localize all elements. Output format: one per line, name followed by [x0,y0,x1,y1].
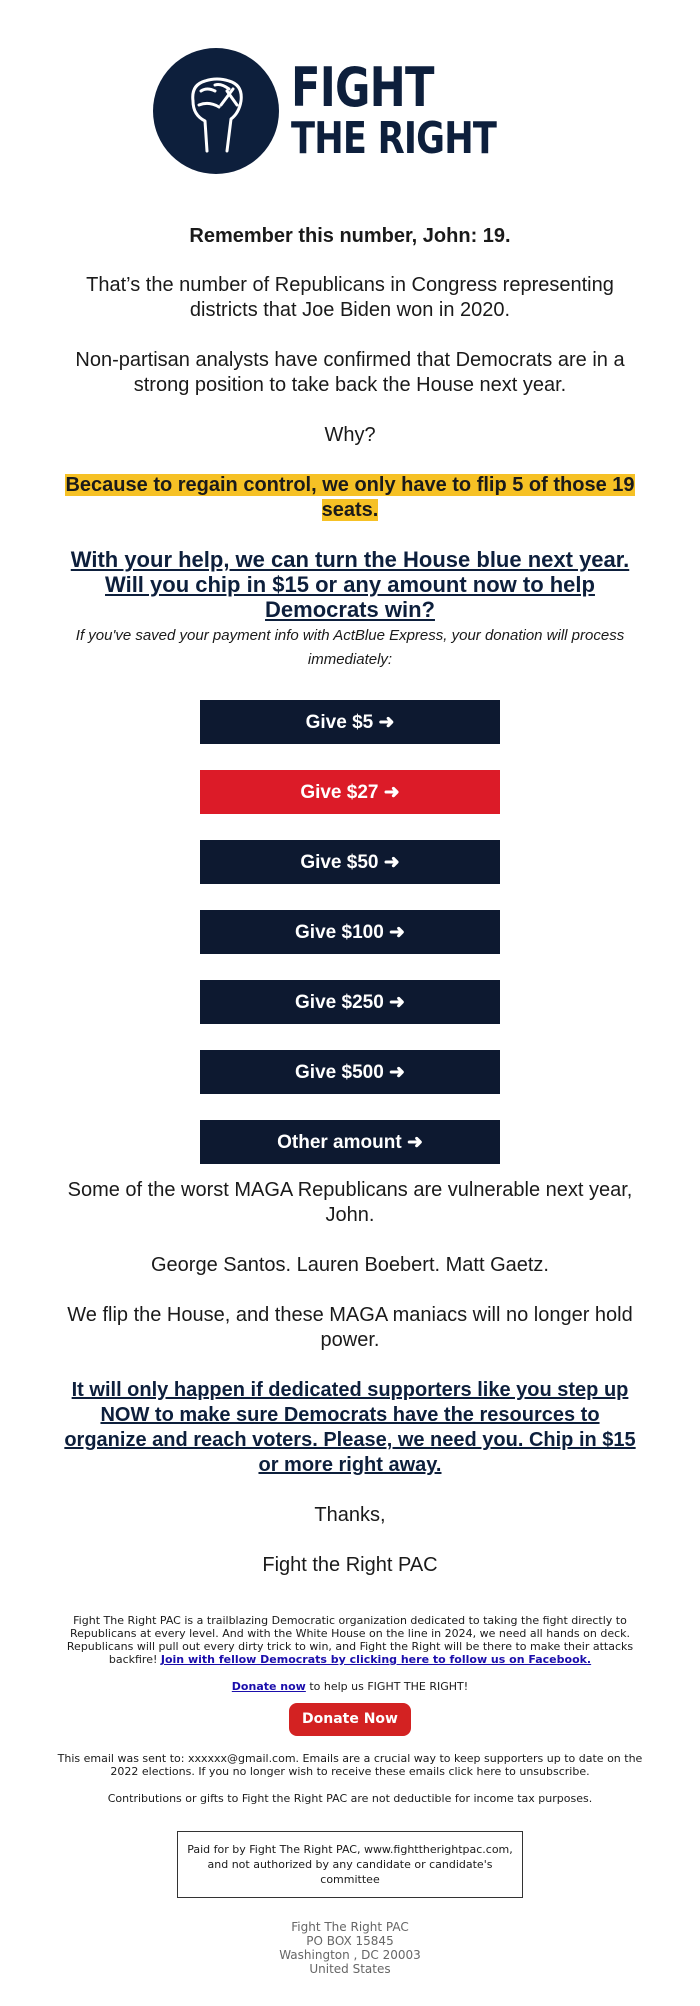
fist-icon [153,48,279,174]
paragraph-4: Some of the worst MAGA Republicans are vulnerable next year, John. [67,1179,633,1226]
footer-about [54,1614,646,1666]
paragraph-why: Why? [324,424,376,446]
donate-now-button[interactable]: Donate Now [289,1703,411,1736]
address-line-4: United States [309,1962,391,1976]
highlight-span: Because to regain control, we only have to flip 5 of those 19 seats. [65,474,635,521]
facebook-link[interactable]: Join with fellow Democrats by clicking here to follow us on Facebook. [160,1653,592,1666]
give-27-button[interactable]: Give $27 ➜ [200,770,500,814]
paragraph-5: George Santos. Lauren Boebert. Matt Gaetz. [150,1254,549,1276]
donate-now-link[interactable]: Donate now [231,1680,306,1693]
address-line-1: Fight The Right PAC [291,1920,409,1934]
footer [0,1614,700,1976]
signature: Fight the Right PAC [262,1554,438,1576]
logo-line-1: FIGHT [290,56,434,119]
cta-link-1[interactable]: With your help, we can turn the House blue next year. Will you chip in $15 or any amount now to help Democrats win? [70,547,630,622]
give-250-button[interactable]: Give $250 ➜ [200,980,500,1024]
footer-about-text: Fight The Right PAC is a trailblazing Democratic organization dedicated to taking the fight directly to Republicans at every level. And with the White House on the line in 2024, we need all hands on deck. Republicans will pull out every dirty trick to win, and Fight the Right will be there to make their attacks backfire! [66,1614,634,1666]
secondary-content [0,1178,700,1578]
other-amount-button[interactable]: Other amount ➜ [200,1120,500,1164]
address-line-2: PO BOX 15845 [306,1934,394,1948]
cta-link-2[interactable]: It will only happen if dedicated supporters like you step up NOW to make sure Democrats have the resources to organize and reach voters. Please, we need you. Chip in $15 or more right away. [64,1379,636,1476]
paid-for-box: Paid for by Fight The Right PAC, www.fighttherightpac.com, and not authorized by any candidate or candidate's committee [177,1831,523,1898]
actblue-note: If you've saved your payment info with ActBlue Express, your donation will process immediately: [75,627,625,668]
give-100-button[interactable]: Give $100 ➜ [200,910,500,954]
logo [0,0,700,174]
paragraph-1: That’s the number of Republicans in Congress representing districts that Joe Biden won in 2020. [86,274,614,321]
thanks: Thanks, [314,1504,386,1526]
give-500-button[interactable]: Give $500 ➜ [200,1050,500,1094]
logo-line-2: THE RIGHT [290,113,496,164]
give-5-button[interactable]: Give $5 ➜ [200,700,500,744]
logo-group[interactable] [153,48,547,174]
mailing-address [54,1920,646,1976]
highlight-text [60,473,640,523]
paid-for-row [54,1831,646,1898]
donate-now-text: to help us FIGHT THE RIGHT! [305,1680,469,1693]
give-50-button[interactable]: Give $50 ➜ [200,840,500,884]
main-content [0,224,700,672]
tax-notice: Contributions or gifts to Fight the Right PAC are not deductible for income tax purposes. [107,1792,593,1805]
donation-buttons [0,700,700,1164]
sent-to-notice: This email was sent to: xxxxxx@gmail.com. Emails are a crucial way to keep supporters up to date on the 2022 elections. If you no longer wish to receive these emails click here to unsubscribe. [57,1752,643,1778]
donate-button-row [54,1703,646,1736]
address-line-3: Washington , DC 20003 [279,1948,421,1962]
footer-donate-line [54,1680,646,1693]
paragraph-2: Non-partisan analysts have confirmed that Democrats are in a strong position to take back the House next year. [75,349,625,396]
paragraph-6: We flip the House, and these MAGA maniacs will no longer hold power. [67,1304,633,1351]
logo-wordmark [290,56,547,164]
headline: Remember this number, John: 19. [189,225,511,247]
